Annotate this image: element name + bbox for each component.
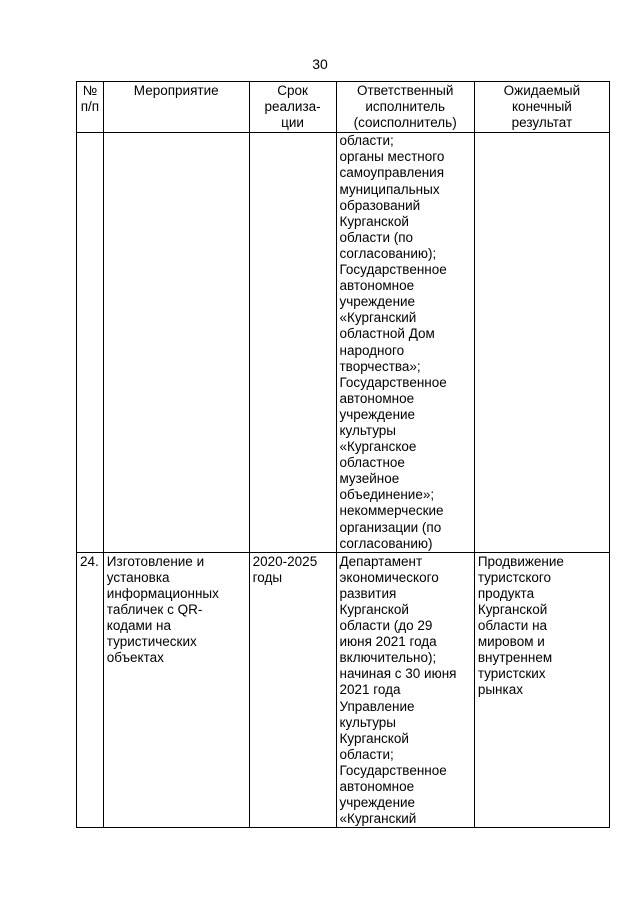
table-row bbox=[77, 552, 610, 828]
cell-event bbox=[103, 133, 249, 552]
header-term: Срок реализа- ции bbox=[249, 82, 336, 133]
header-responsible: Ответственный исполнитель (соисполнитель) bbox=[336, 82, 474, 133]
cell-result bbox=[474, 133, 609, 552]
events-table bbox=[76, 81, 610, 828]
cell-num: 24. bbox=[77, 552, 104, 828]
table-row bbox=[77, 133, 610, 552]
cell-responsible: Департамент экономического развития Курганской области (до 29 июня 2021 года включительно); начиная с 30 июня 2021 года Управление культуры Курганской области; Государственное автономное учреждение «Курганский bbox=[336, 552, 474, 828]
page-number: 30 bbox=[312, 56, 328, 72]
cell-term bbox=[249, 133, 336, 552]
header-num: № п/п bbox=[77, 82, 104, 133]
cell-event: Изготовление и установка информационных табличек с QR- кодами на туристических объектах bbox=[103, 552, 249, 828]
cell-responsible: области; органы местного самоуправления муниципальных образований Курганской области (по согласованию); Государственное автономное учреждение «Курганский областной Дом народного творчества»; Государственное автономное учреждение культуры «Курганское областное музейное объединение»; некоммерческие организации (по согласованию) bbox=[336, 133, 474, 552]
cell-term: 2020-2025 годы bbox=[249, 552, 336, 828]
cell-result: Продвижение туристского продукта Курганской области на мировом и внутреннем туристских рынках bbox=[474, 552, 609, 828]
cell-num bbox=[77, 133, 104, 552]
table-header-row bbox=[77, 82, 610, 133]
header-event: Мероприятие bbox=[103, 82, 249, 133]
header-result: Ожидаемый конечный результат bbox=[474, 82, 609, 133]
